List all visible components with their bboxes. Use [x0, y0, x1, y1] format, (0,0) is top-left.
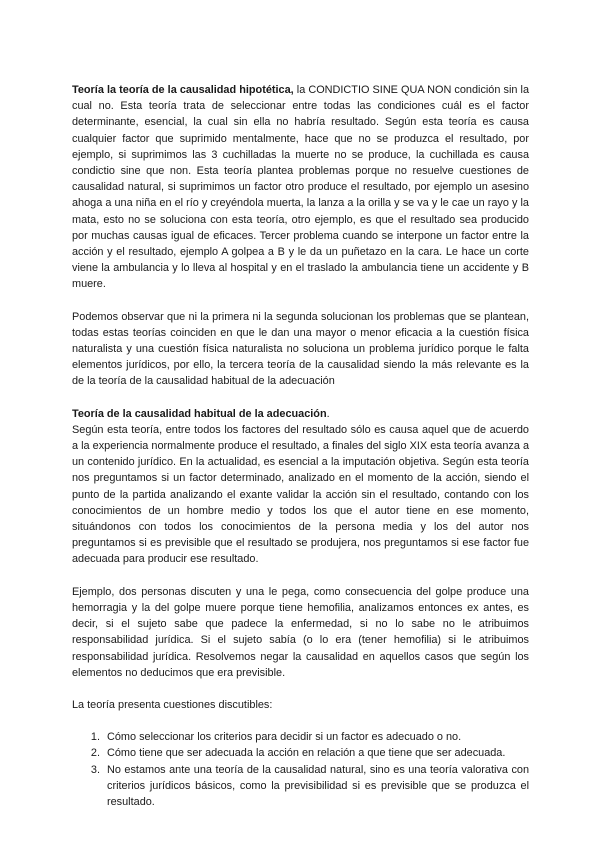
heading-text: Teoría de la causalidad habitual de la adecuación [72, 407, 327, 420]
paragraph-hypothetical-causality [72, 82, 529, 293]
section-heading-hypothetical-causality: Teoría la teoría de la causalidad hipotética, [72, 84, 294, 96]
paragraph-spacer [72, 713, 529, 729]
paragraph-spacer [72, 390, 529, 406]
paragraph-spacer [72, 681, 529, 697]
paragraph-text: la CONDICTIO SINE QUA NON condición sin la cual no. Esta teoría trata de seleccionar entre todas las condiciones cuál es el factor determinante, esencial, la cual sin ella no habría resultado. Según esta teoría es causa cualquier factor que suprimido mentalmente, hace que no se produzca el resultado, por ejemplo, si suprimimos las 3 cuchilladas la muerte no se produce, la cuchillada es causa condictio sine que non. Esta teoría plantea problemas porque no resuelve cuestiones de causalidad natural, si suprimimos un factor otro produce el resultado, por ejemplo un asesino ahoga a una niña en el río y creyéndola muerta, la lanza a la orilla y se va y le cae un rayo y la mata, esto no se soluciona con esta teoría, otro ejemplo, es que el resultado sea producido por muchas causas igual de eficaces. Tercer problema cuando se interpone un factor entre la acción y el resultado, ejemplo A golpea a B y le da un puñetazo en la cara. Le hace un corte viene la ambulancia y lo lleva al hospital y en el traslado la ambulancia tiene un accidente y B muere. [72, 84, 529, 291]
heading-suffix: . [326, 407, 330, 420]
paragraph-example: Ejemplo, dos personas discuten y una le pega, como consecuencia del golpe produce una hemorragia y la del golpe muere porque tiene hemofilia, analizamos entonces ex antes, es decir, si el sujeto sabe que padece la enfermedad, si no lo sabe no le atribuimos responsabilidad jurídica. Si el sujeto sabía (o lo era (tener hemofilia) si le atribuimos responsabilidad jurídica. Resolvemos negar la causalidad en aquellos casos que según los elementos no deducimos que era previsible. [72, 585, 529, 679]
paragraph-comparison: Podemos observar que ni la primera ni la segunda solucionan los problemas que se plantean, todas estas teorías coinciden en que le dan una mayor o menor eficacia a la cuestión física naturalista y una cuestión física naturalista no soluciona un problema jurídico porque le falta elementos jurídicos, por ello, la tercera teoría de la causalidad siendo la más relevante es la de la teoría de la causalidad habitual de la adecuación [72, 310, 529, 388]
paragraph-adequacy-theory: Según esta teoría, entre todos los factores del resultado sólo es causa aquel que de acuerdo a la experiencia normalmente produce el resultado, a finales del siglo XIX esta teoría avanza a un contenido jurídico. En la actualidad, es esencial a la imputación objetiva. Según esta teoría nos preguntamos si un factor determinado, analizado en el momento de la acción, siendo el punto de la partida analizando el exante validar la acción sin el resultado, contando con los conocimientos de un hombre medio y todos los que el autor tiene en ese momento, situándonos con todos los conocimientos de la persona media y los del autor nos preguntamos si es previsible que el resultado se produjera, nos preguntamos si ese factor fue adecuada para producir ese resultado. [72, 423, 529, 566]
list-item: 3. No estamos ante una teoría de la causalidad natural, sino es una teoría valorativa con criterios jurídicos básicos, como la previsibilidad si es previsible que se produzca el resultado. [103, 762, 529, 811]
document-body [72, 82, 529, 810]
questions-list [72, 729, 529, 810]
paragraph-spacer [72, 293, 529, 309]
list-item: 2. Cómo tiene que ser adecuada la acción en relación a que tiene que ser adecuada. [103, 745, 529, 761]
section-heading-adequacy-theory [72, 406, 529, 422]
paragraph-spacer [72, 568, 529, 584]
paragraph-list-intro: La teoría presenta cuestiones discutibles: [72, 698, 273, 711]
list-item: 1. Cómo seleccionar los criterios para decidir si un factor es adecuado o no. [103, 729, 529, 745]
